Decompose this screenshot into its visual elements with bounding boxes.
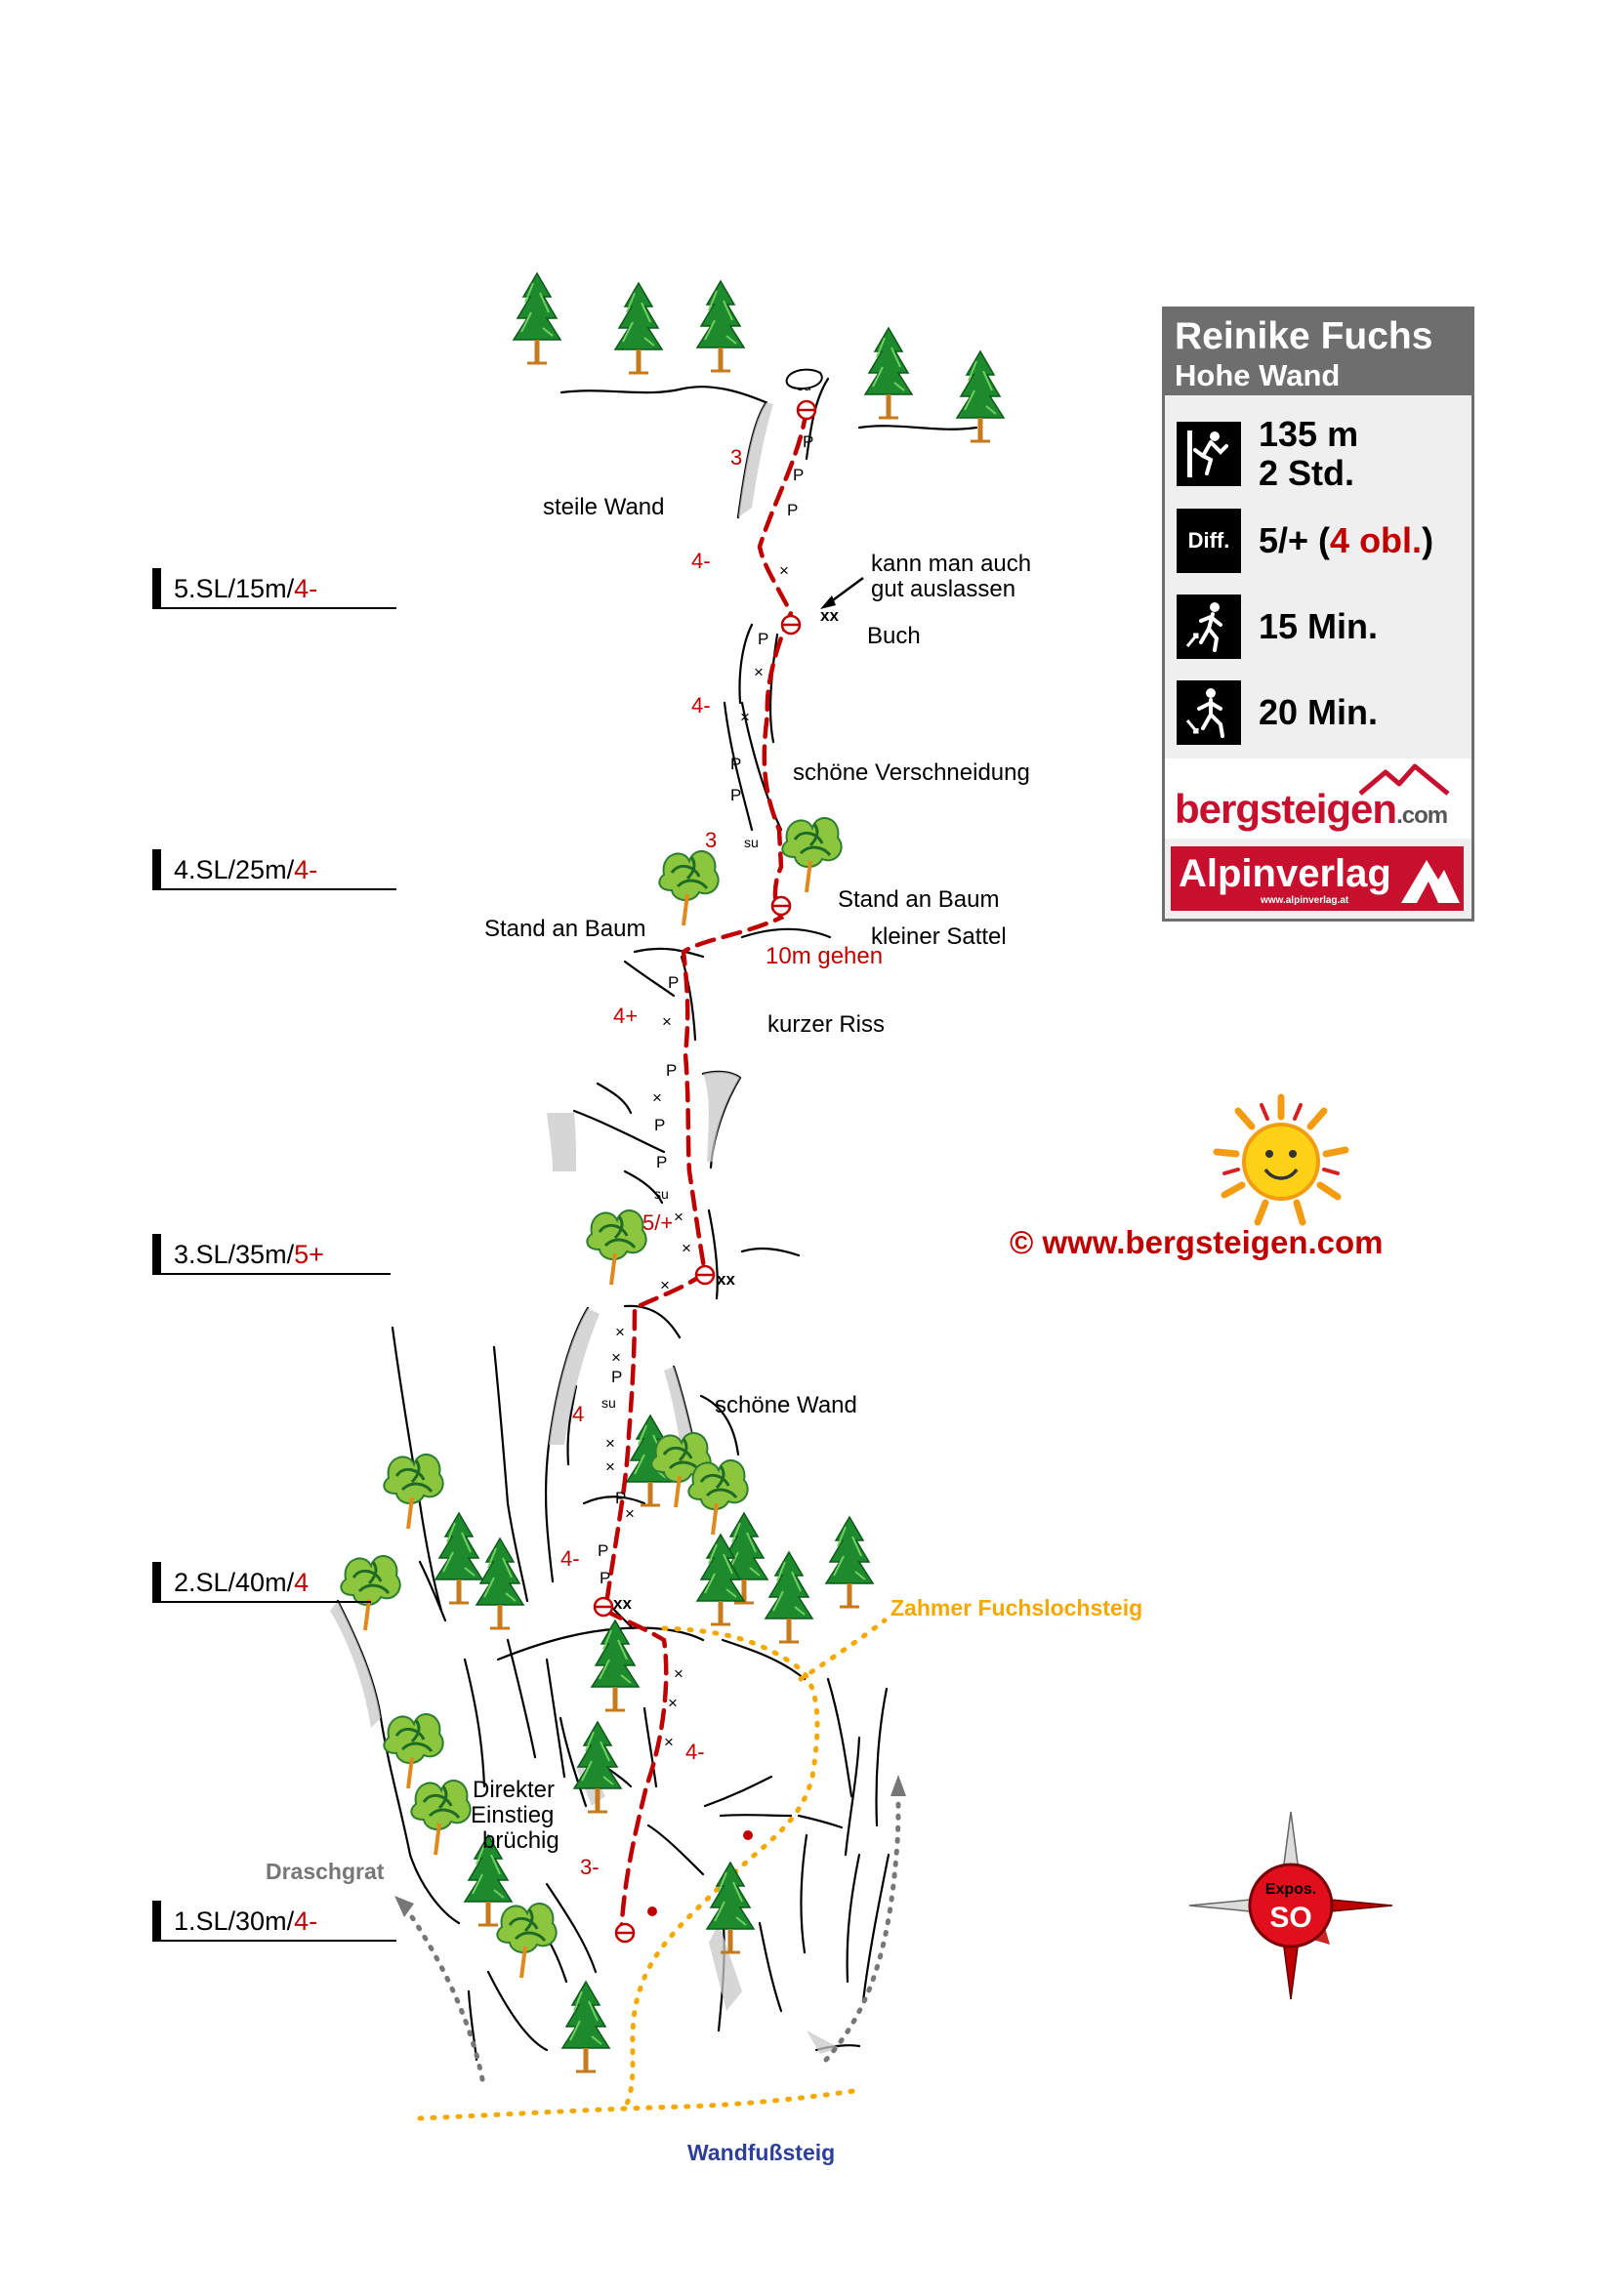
difficulty-row: [1177, 509, 1433, 573]
route-grade: 5/+: [642, 1210, 674, 1235]
svg-text:su: su: [654, 1186, 669, 1202]
route-grade: 4-: [560, 1546, 580, 1571]
annotation-steile-wand: steile Wand: [543, 494, 665, 520]
svg-text:×: ×: [754, 663, 764, 681]
svg-text:×: ×: [662, 1012, 672, 1031]
route-grade: 4+: [613, 1004, 639, 1028]
top-boulder: [787, 370, 822, 389]
svg-text:×: ×: [611, 1348, 621, 1367]
svg-text:×: ×: [674, 1208, 683, 1226]
label-wandfusssteig: Wandfußsteig: [687, 2140, 836, 2165]
svg-text:×: ×: [625, 1504, 635, 1523]
exposition-value: SO: [1269, 1902, 1312, 1934]
alpinverlag-logo: Alpinverlag www.alpinverlag.at: [1171, 846, 1464, 911]
compass-icon: [1189, 1812, 1392, 1999]
route-grade: 4: [572, 1402, 585, 1426]
approach-time: 15 Min.: [1259, 606, 1379, 647]
svg-text:P: P: [654, 1116, 666, 1134]
difficulty-value: 5/+ (4 obl.): [1259, 520, 1434, 561]
annotation-auslassen-1: kann man auch: [871, 551, 1032, 577]
annotation-stand-baum-left: Stand an Baum: [484, 916, 646, 942]
svg-text:×: ×: [682, 1239, 691, 1257]
svg-text:xx: xx: [820, 606, 839, 625]
copyright-text: © www.bergsteigen.com: [1010, 1224, 1384, 1260]
annotation-direkter-2: Einstieg: [471, 1802, 555, 1828]
draschgrat-path: [408, 1911, 482, 2079]
route-length: 135 m: [1259, 414, 1359, 454]
annotation-direkter-1: Direkter: [473, 1777, 556, 1803]
svg-text:su: su: [601, 1395, 616, 1411]
pitch-5-label: 5.SL/15m/4-: [152, 576, 317, 602]
difficulty-icon: Diff.: [1177, 509, 1241, 573]
descent-time: 20 Min.: [1259, 692, 1379, 733]
svg-text:P: P: [611, 1368, 623, 1386]
route-grade: 3: [730, 445, 743, 470]
svg-text:×: ×: [605, 1457, 615, 1476]
climber-icon: [1177, 422, 1241, 486]
info-header: [1165, 309, 1471, 395]
svg-text:×: ×: [660, 1276, 670, 1294]
annotation-buch: Buch: [867, 623, 921, 649]
svg-text:P: P: [793, 466, 805, 484]
route-grade: 4-: [691, 549, 711, 573]
draschgrat-arrow: [394, 1896, 414, 1917]
svg-text:P: P: [615, 1489, 627, 1507]
annotation-stand-baum-right: Stand an Baum: [838, 886, 1000, 913]
svg-text:×: ×: [779, 561, 789, 580]
svg-text:×: ×: [605, 1434, 615, 1453]
svg-text:P: P: [600, 1569, 611, 1587]
area-name: Hohe Wand: [1175, 357, 1341, 392]
annotation-verschneidung: schöne Verschneidung: [793, 759, 1030, 786]
svg-text:xx: xx: [613, 1594, 632, 1613]
protection-markers: [598, 432, 813, 1751]
zahmer-fuchslochsteig-path: [625, 1628, 817, 2109]
svg-text:×: ×: [652, 1088, 662, 1107]
svg-text:su: su: [744, 835, 759, 850]
belay-markers: [595, 401, 815, 1942]
hiker-down-icon: [1177, 680, 1241, 745]
pitch-3-label: 3.SL/35m/5+: [152, 1242, 324, 1268]
approach-row: [1177, 594, 1378, 659]
svg-text:P: P: [803, 432, 814, 451]
svg-text:×: ×: [668, 1694, 678, 1712]
length-row: [1177, 415, 1358, 492]
route-grade: 3: [705, 828, 718, 852]
route-info-box: [1162, 307, 1474, 922]
small-labels: [601, 378, 839, 1613]
bergsteigen-logo: bergsteigen.com: [1165, 758, 1471, 839]
route-duration: 2 Std.: [1259, 452, 1355, 493]
label-zahmer-fuchslochsteig: Zahmer Fuchslochsteig: [890, 1595, 1143, 1620]
svg-text:P: P: [787, 501, 799, 519]
descent-row: [1177, 680, 1378, 745]
svg-text:P: P: [730, 755, 742, 773]
label-draschgrat: Draschgrat: [266, 1859, 385, 1884]
svg-text:×: ×: [664, 1733, 674, 1751]
pitch-1-label: 1.SL/30m/4-: [152, 1908, 317, 1935]
svg-text:×: ×: [615, 1323, 625, 1341]
pitch-4-label: 4.SL/25m/4-: [152, 857, 317, 883]
annotation-kurzer-riss: kurzer Riss: [767, 1011, 886, 1038]
zahmer-branch-path: [801, 1620, 885, 1679]
svg-text:P: P: [598, 1541, 609, 1560]
svg-text:P: P: [668, 973, 680, 992]
pitch-2-label: 2.SL/40m/4: [152, 1570, 309, 1596]
svg-text:P: P: [656, 1153, 668, 1171]
exposition-label: Expos.: [1264, 1881, 1317, 1898]
hiker-up-icon: [1177, 594, 1241, 659]
right-descent-path: [826, 1796, 898, 2060]
svg-text:xx: xx: [717, 1270, 735, 1289]
svg-text:P: P: [758, 630, 769, 648]
right-descent-arrow: [890, 1775, 906, 1796]
sun-logo-icon: [1217, 1097, 1346, 1222]
svg-text:×: ×: [674, 1664, 683, 1683]
annotation-direkter-3: brüchig: [482, 1827, 559, 1854]
svg-text:P: P: [730, 786, 742, 804]
route-name: Reinike Fuchs: [1175, 315, 1433, 357]
route-grade: 4-: [685, 1740, 705, 1764]
annotation-gehen: 10m gehen: [766, 943, 884, 969]
annotation-schoene-wand: schöne Wand: [715, 1392, 857, 1418]
annotation-kleiner-sattel: kleiner Sattel: [871, 923, 1007, 950]
annotation-auslassen-2: gut auslassen: [871, 576, 1016, 602]
svg-text:P: P: [666, 1061, 678, 1080]
wandfuss-path: [420, 2091, 853, 2118]
route-grade: 3-: [580, 1855, 600, 1879]
route-grade: 4-: [691, 693, 711, 718]
svg-text:×: ×: [740, 708, 750, 726]
